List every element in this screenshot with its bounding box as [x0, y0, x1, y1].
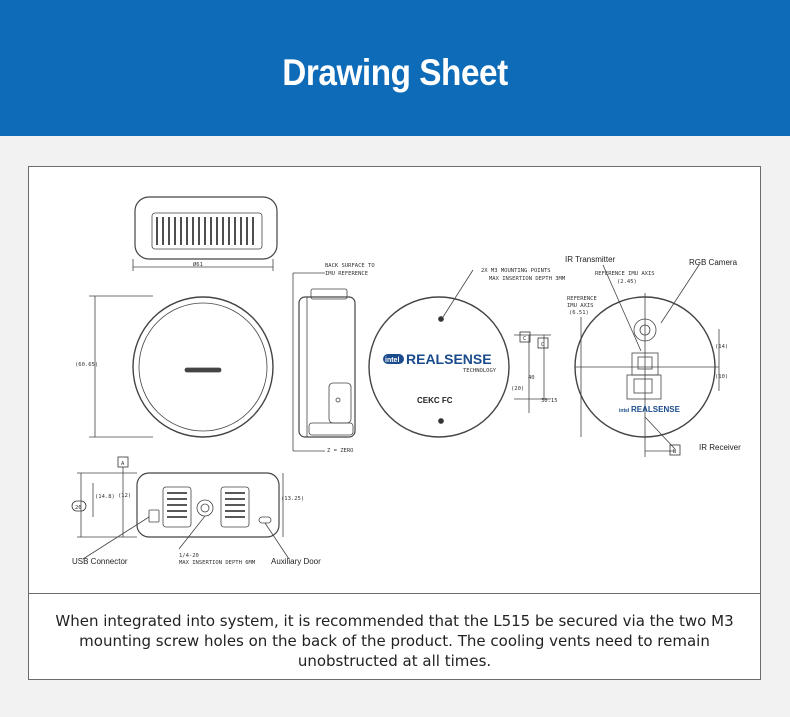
- ir-transmitter-label: IR Transmitter: [565, 255, 616, 264]
- dim-10: (10): [715, 374, 729, 380]
- height-label: (60.65): [75, 362, 99, 368]
- side-view: [293, 273, 355, 451]
- datum-a: A: [121, 461, 125, 467]
- thread-note-2: MAX INSERTION DEPTH 6MM: [179, 560, 256, 566]
- dim-26: 26: [75, 505, 82, 511]
- sensor-datum-c: C: [541, 342, 545, 348]
- cert-marks: CEKC FC: [417, 396, 453, 405]
- caption-box: [29, 593, 760, 680]
- ref-imu-2-val: (6.51): [569, 310, 589, 316]
- back-surface-note-1: BACK SURFACE TO: [325, 263, 375, 269]
- dim-40: 40: [528, 375, 535, 381]
- back-brand-logo: REALSENSE: [406, 351, 492, 367]
- sensor-view: [575, 265, 719, 457]
- technical-drawing: [29, 167, 760, 593]
- back-brand-sub: TECHNOLOGY: [463, 368, 497, 374]
- usb-connector-label: USB Connector: [72, 557, 128, 566]
- thread-note-1: 1/4-20: [179, 553, 199, 559]
- drawing-sheet: [28, 166, 761, 680]
- header-banner: [0, 0, 790, 136]
- back-datum-c: C: [523, 336, 527, 342]
- back-surface-note-2: IMU REFERENCE: [325, 271, 369, 277]
- rgb-camera-label: RGB Camera: [689, 258, 738, 267]
- dim-13-25: (13.25): [281, 496, 305, 502]
- ref-imu-2-b: IMU AXIS: [567, 303, 594, 309]
- dim-20: (20): [511, 386, 525, 392]
- sensor-datum-b: B: [673, 449, 677, 455]
- page-title: Drawing Sheet: [282, 52, 508, 93]
- top-view-vents: [135, 197, 277, 259]
- front-view: [133, 297, 273, 437]
- sensor-intel-logo: intel: [619, 408, 630, 414]
- zero-label: Z = ZERO: [327, 448, 354, 454]
- ref-imu-2-a: REFERENCE: [567, 296, 597, 302]
- ref-imu-1: REFERENCE IMU AXIS: [595, 271, 655, 277]
- dim-14-8: (14.8): [95, 494, 115, 500]
- diameter-label: Ø61: [193, 262, 203, 268]
- back-intel-logo: intel: [385, 357, 400, 364]
- ir-receiver-label: IR Receiver: [699, 443, 741, 452]
- dim-30-15: 30.15: [541, 398, 558, 404]
- mount-note-2: MAX INSERTION DEPTH 3MM: [489, 276, 566, 282]
- sensor-brand-logo: REALSENSE: [631, 405, 680, 414]
- dim-14: (14): [715, 344, 729, 350]
- auxiliary-door-label: Auxiliary Door: [271, 557, 321, 566]
- mount-note-1: 2X M3 MOUNTING POINTS: [481, 268, 551, 274]
- dim-12: (12): [118, 493, 132, 499]
- bottom-view: [77, 467, 289, 559]
- ref-imu-1-val: (2.45): [617, 279, 637, 285]
- caption-text: When integrated into system, it is recommended that the L515 be secured via the two M3 mounting screw holes on the back of the product. The cooling vents need to remain unobstructed at all times.: [55, 612, 734, 670]
